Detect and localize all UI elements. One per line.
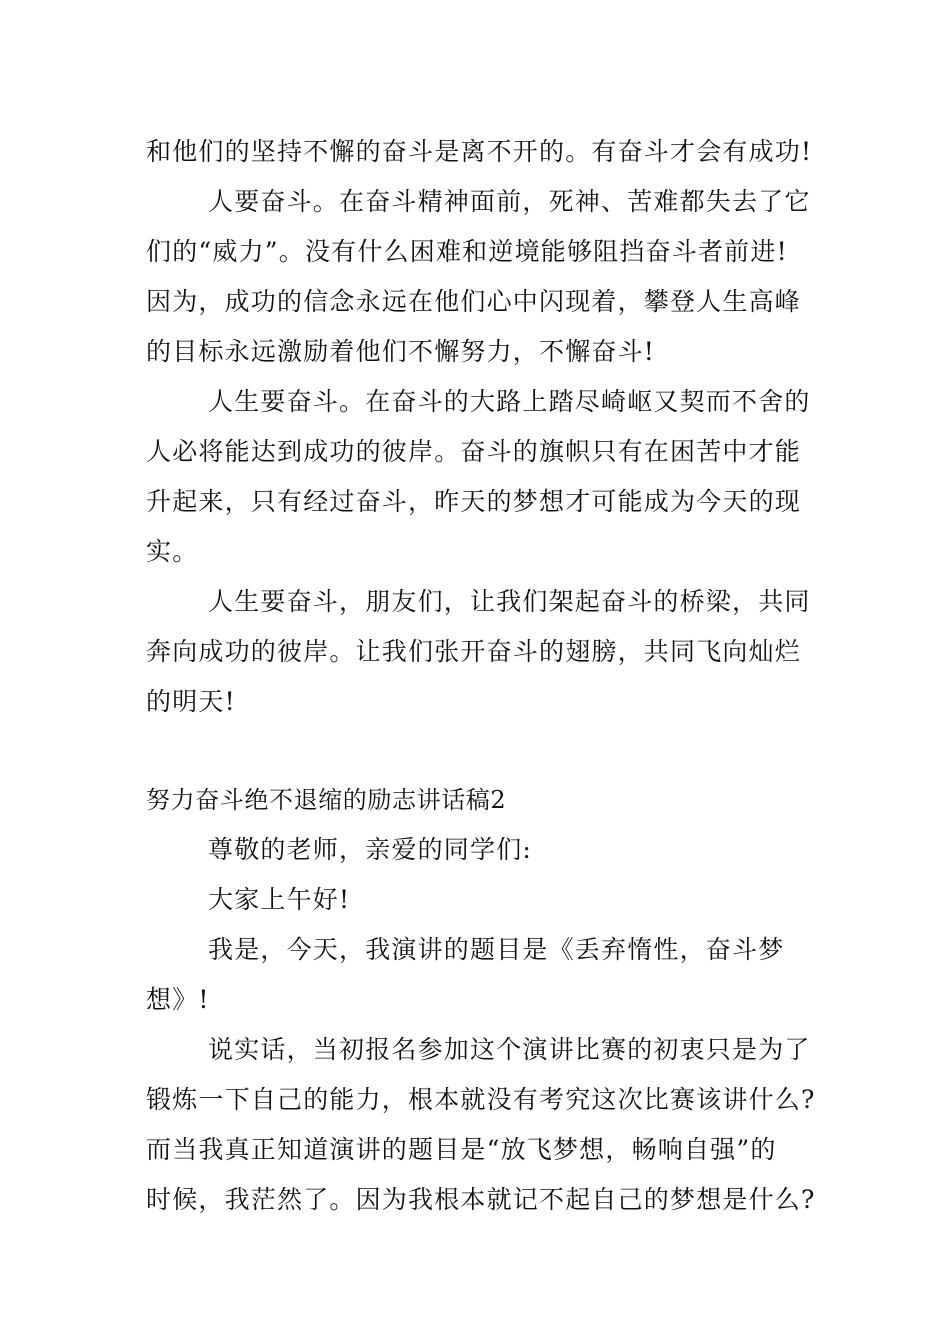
paragraph-line: 的明天!	[146, 687, 236, 716]
paragraph-line: 升起来，只有经过奋斗，昨天的梦想才可能成为今天的现	[146, 487, 802, 516]
paragraph-line: 人生要奋斗。在奋斗的大路上踏尽崎岖又契而不舍的	[208, 387, 811, 416]
paragraph-line: 人要奋斗。在奋斗精神面前，死神、苦难都失去了它	[208, 187, 811, 216]
paragraph-line: 因为，成功的信念永远在他们心中闪现着，攀登人生高峰	[146, 287, 802, 316]
paragraph-line: 想》!	[146, 985, 210, 1014]
section-title: 努力奋斗绝不退缩的励志讲话稿2	[146, 786, 507, 814]
paragraph-line: 而当我真正知道演讲的题目是“放飞梦想，畅响自强”的	[146, 1135, 777, 1164]
paragraph-line: 人生要奋斗，朋友们，让我们架起奋斗的桥梁，共同	[208, 587, 811, 616]
paragraph-line: 时候，我茫然了。因为我根本就记不起自己的梦想是什么?	[146, 1185, 816, 1214]
paragraph-line: 的目标永远激励着他们不懈努力，不懈奋斗!	[146, 337, 656, 366]
paragraph-line: 们的“威力”。没有什么困难和逆境能够阻挡奋斗者前进!	[146, 237, 788, 266]
paragraph-line: 和他们的坚持不懈的奋斗是离不开的。有奋斗才会有成功!	[146, 137, 813, 166]
paragraph-line: 说实话，当初报名参加这个演讲比赛的初衷只是为了	[208, 1035, 811, 1064]
paragraph-line: 锻炼一下自己的能力，根本就没有考究这次比赛该讲什么?	[146, 1085, 816, 1114]
greeting-line: 尊敬的老师，亲爱的同学们:	[208, 835, 533, 864]
greeting-line: 大家上午好!	[208, 885, 351, 914]
paragraph-line: 实。	[146, 537, 199, 566]
paragraph-line: 人必将能达到成功的彼岸。奋斗的旗帜只有在困苦中才能	[146, 437, 802, 466]
paragraph-line: 奔向成功的彼岸。让我们张开奋斗的翅膀，共同飞向灿烂	[146, 637, 802, 666]
paragraph-line: 我是，今天，我演讲的题目是《丢弃惰性，奋斗梦	[208, 935, 785, 964]
